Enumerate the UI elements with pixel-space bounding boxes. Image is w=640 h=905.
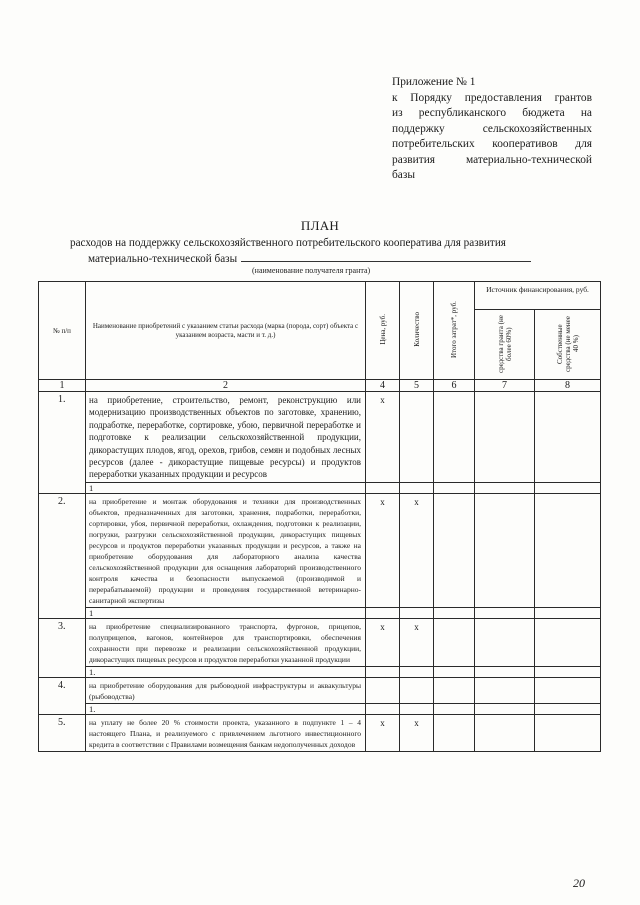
row-grant-cell [475, 493, 535, 607]
subrow-cell [400, 703, 434, 714]
subrow-cell [434, 703, 475, 714]
subrow-cell [366, 666, 400, 677]
subrow-cell [366, 482, 400, 493]
row-grant-cell [475, 618, 535, 666]
header-sources: Источник финансирования, руб. [475, 282, 601, 310]
row-quantity-mark: x [400, 714, 434, 751]
table-subrow [39, 666, 601, 677]
row-own-cell [535, 677, 601, 703]
subrow-number: 1. [86, 703, 366, 714]
row-quantity-mark [400, 677, 434, 703]
subrow-cell [475, 482, 535, 493]
row-description: на уплату не более 20 % стоимости проекта, указанного в подпункте 1 – 4 настоящего Плана, и реализуемого с привлечением льготного инвестиционного кредита в соответствии с Правилами возмещения банкам недополученных доходов [86, 714, 366, 751]
table-row [39, 677, 601, 703]
column-number: 5 [400, 380, 434, 392]
header-price-text: Цена, руб. [378, 314, 387, 345]
column-number: 1 [39, 380, 86, 392]
document-title: ПЛАН [300, 218, 340, 233]
row-grant-cell [475, 714, 535, 751]
row-number: 4. [39, 677, 86, 714]
appendix-line: к Порядку предоставления грантов [392, 91, 592, 104]
subrow-number: 1 [86, 607, 366, 618]
recipient-caption: (наименование получателя гранта) [252, 266, 371, 275]
page-number: 20 [573, 876, 585, 890]
plan-table [38, 281, 601, 752]
table-row [39, 618, 601, 666]
row-total-cell [434, 392, 475, 483]
subrow-cell [434, 482, 475, 493]
column-number: 6 [434, 380, 475, 392]
subrow-cell [400, 482, 434, 493]
subrow-number: 1 [86, 482, 366, 493]
table-subrow [39, 482, 601, 493]
header-no: № п/п [39, 282, 86, 380]
row-quantity-mark: x [400, 618, 434, 666]
header-own-text: Собственные средства (не менее 40 %) [555, 315, 580, 372]
row-total-cell [434, 493, 475, 607]
row-price-mark: x [366, 618, 400, 666]
subrow-cell [434, 607, 475, 618]
row-price-mark [366, 677, 400, 703]
row-description: на приобретение оборудования для рыбоводной инфраструктуры и аквакультуры (рыбоводства) [86, 677, 366, 703]
row-own-cell [535, 392, 601, 483]
row-number: 1. [39, 392, 86, 494]
header-name: Наименование приобретений с указанием статьи расхода (марка (порода, сорт) объекта с указанием возраста, масти и т. д.) [86, 282, 366, 380]
row-price-mark: x [366, 493, 400, 607]
appendix-line: базы [392, 169, 416, 181]
subrow-cell [535, 482, 601, 493]
appendix-block [392, 75, 592, 184]
row-grant-cell [475, 677, 535, 703]
column-number: 4 [366, 380, 400, 392]
header-grant-text: средства гранта (не более 60%) [496, 314, 513, 373]
subtitle-line-2 [70, 251, 610, 267]
recipient-name-blank [241, 251, 531, 262]
header-total-text: Итого затрат*, руб. [450, 301, 458, 358]
header-price [366, 282, 400, 380]
subrow-cell [475, 607, 535, 618]
header-row [39, 282, 601, 310]
column-number: 2 [86, 380, 366, 392]
subrow-cell [475, 666, 535, 677]
row-own-cell [535, 618, 601, 666]
row-number: 3. [39, 618, 86, 677]
row-total-cell [434, 677, 475, 703]
appendix-line: поддержку сельскохозяйственных [392, 122, 592, 135]
subrow-cell [434, 666, 475, 677]
table-subrow [39, 607, 601, 618]
row-grant-cell [475, 392, 535, 483]
header-quantity-text: Количество [412, 312, 421, 347]
subrow-cell [400, 607, 434, 618]
column-number: 7 [475, 380, 535, 392]
table-row [39, 714, 601, 751]
appendix-line: из республиканского бюджета на [392, 107, 592, 119]
appendix-line: потребительских кооперативов для [392, 138, 592, 150]
row-number: 5. [39, 714, 86, 751]
row-price-mark: x [366, 392, 400, 483]
column-number: 8 [535, 380, 601, 392]
row-own-cell [535, 714, 601, 751]
row-description: на приобретение специализированного транспорта, фургонов, прицепов, полуприцепов, вагонов, контейнеров для транспортировки, обеспечения сохранности при перевозке и реализации сельскохозяйственной продукции, дикорастущих пищевых ресурсов и продуктов переработки указанной продукции [86, 618, 366, 666]
subtitle-line-2-text: материально-технической базы [88, 252, 238, 265]
subtitle-line-1: расходов на поддержку сельскохозяйственного потребительского кооператива для развития [70, 237, 506, 249]
subrow-cell [400, 666, 434, 677]
subrow-cell [475, 703, 535, 714]
table-subrow [39, 703, 601, 714]
appendix-line: развития материально-технической [392, 153, 592, 166]
row-own-cell [535, 493, 601, 607]
row-description: на приобретение и монтаж оборудования и техники для производственных объектов, предназначенных для заготовки, хранения, подработки, переработки, сортировки, убоя, первичной переработки, охлаждения, подготовки к реализации, погрузки, разгрузки сельскохозяйственной продукции, дикорастущих пищевых ресурсов и продуктов переработки указанных продукции и ресурсов, а также на приобретение оборудования для лабораторного анализа качества сельскохозяйственной продукции для оснащения лабораторий производственного контроля качества и безопасности выпускаемой (производимой и перерабатываемой) продукции и проведения государственной ветеринарно-санитарной экспертизы [86, 493, 366, 607]
subrow-cell [535, 666, 601, 677]
header-total [434, 282, 475, 380]
row-quantity-mark: x [400, 493, 434, 607]
table-row [39, 493, 601, 607]
row-number: 2. [39, 493, 86, 618]
subrow-cell [535, 607, 601, 618]
row-total-cell [434, 714, 475, 751]
subrow-cell [366, 607, 400, 618]
subrow-cell [366, 703, 400, 714]
subrow-number: 1. [86, 666, 366, 677]
table-row [39, 392, 601, 483]
row-description: на приобретение, строительство, ремонт, реконструкцию или модернизацию производственных объектов по заготовке, хранению, подработке, переработке, сортировке, убою, первичной переработке и подготовке к реализации сельскохозяйственной продукции, дикорастущих плодов, ягод, орехов, грибов, семян и подобных лесных ресурсов (далее - дикорастущие пищевые ресурсы) и продуктов переработки указанных продукции и ресурсов [86, 392, 366, 483]
row-quantity-mark [400, 392, 434, 483]
subrow-cell [535, 703, 601, 714]
header-own [535, 310, 601, 380]
column-numbers-row [39, 380, 601, 392]
header-grant [475, 310, 535, 380]
document-subtitle [70, 236, 610, 266]
appendix-line: Приложение № 1 [392, 76, 476, 88]
row-total-cell [434, 618, 475, 666]
header-quantity [400, 282, 434, 380]
row-price-mark: x [366, 714, 400, 751]
